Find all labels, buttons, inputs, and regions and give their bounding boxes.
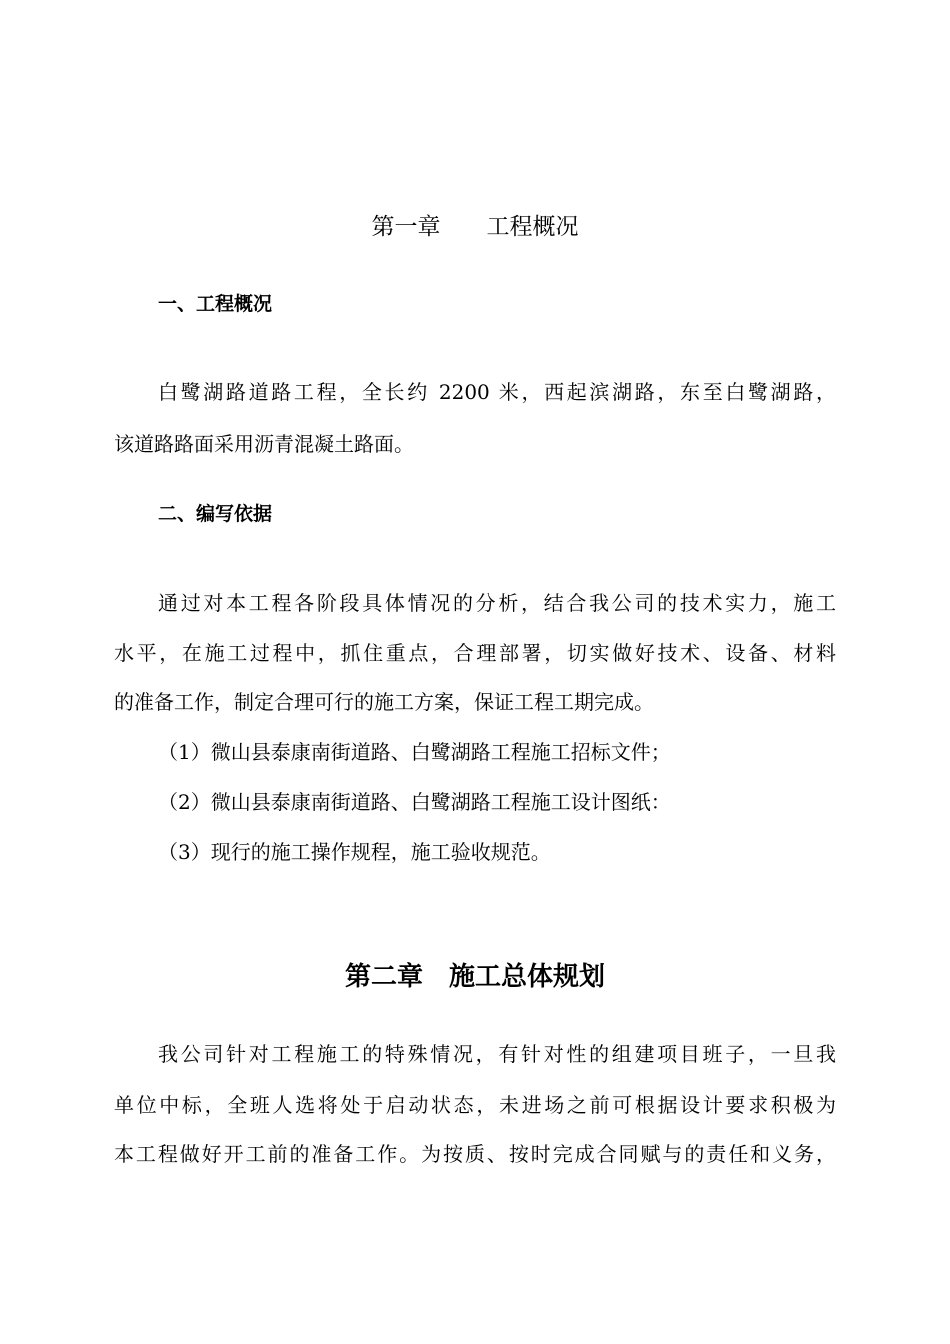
paragraph-line: 的准备工作，制定合理可行的施工方案，保证工程工期完成。 — [114, 690, 654, 714]
paragraph-line: 本工程做好开工前的准备工作。为按质、按时完成合同赋与的责任和义务， — [114, 1142, 836, 1166]
chapter-1-title: 第一章 工程概况 — [371, 214, 579, 240]
paragraph-line: 该道路路面采用沥青混凝土路面。 — [114, 432, 414, 456]
section-2-heading: 二、编写依据 — [158, 503, 273, 525]
paragraph-line: 我公司针对工程施工的特殊情况，有针对性的组建项目班子，一旦我 — [158, 1042, 836, 1066]
paragraph-line: 水平，在施工过程中，抓住重点，合理部署，切实做好技术、设备、材料 — [114, 641, 836, 665]
chapter-2-title: 第二章 施工总体规划 — [344, 962, 605, 992]
reference-item-3: （3）现行的施工操作规程，施工验收规范。 — [158, 840, 551, 864]
section-1-heading: 一、工程概况 — [158, 293, 273, 315]
paragraph-line: 通过对本工程各阶段具体情况的分析，结合我公司的技术实力，施工 — [158, 591, 836, 615]
reference-item-2: （2）微山县泰康南街道路、白鹭湖路工程施工设计图纸： — [158, 790, 671, 814]
paragraph-line: 白鹭湖路道路工程，全长约 2200 米，西起滨湖路，东至白鹭湖路， — [158, 380, 836, 404]
reference-item-1: （1）微山县泰康南街道路、白鹭湖路工程施工招标文件； — [158, 740, 671, 764]
paragraph-line: 单位中标，全班人选将处于启动状态，未进场之前可根据设计要求积极为 — [114, 1093, 836, 1117]
